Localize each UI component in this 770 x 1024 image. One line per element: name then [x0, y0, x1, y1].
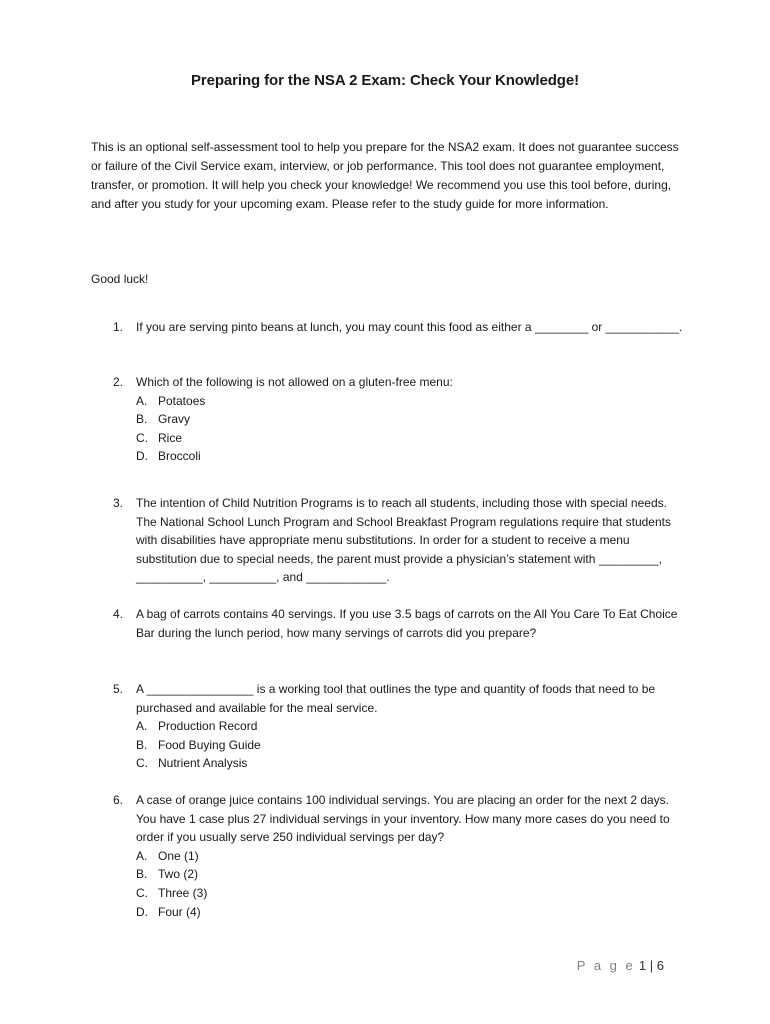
question-2	[113, 373, 683, 466]
question-number: 2.	[113, 375, 124, 389]
question-text: The intention of Child Nutrition Programs is to reach all students, including those with special needs. The National School Lunch Program and School Breakfast Program regulations require that students with disabilities have appropriate menu substitutions. In order for a student to receive a menu substitution due to special needs, the parent must provide a physician’s statement with _________, __________, __________, and ____________.	[136, 496, 671, 585]
question-5	[113, 680, 683, 773]
answer-option	[136, 903, 683, 922]
option-letter: C.	[136, 756, 148, 771]
option-text: Potatoes	[158, 393, 206, 408]
answer-options	[136, 717, 683, 773]
option-text: Broccoli	[158, 449, 201, 464]
answer-option	[136, 884, 683, 903]
answer-option	[136, 392, 683, 411]
option-letter: B.	[136, 412, 148, 427]
option-letter: C.	[136, 885, 148, 900]
option-text: Production Record	[158, 719, 258, 734]
question-4	[113, 605, 683, 642]
answer-option	[136, 865, 683, 884]
option-letter: B.	[136, 867, 148, 882]
option-letter: A.	[136, 393, 148, 408]
question-6	[113, 791, 683, 921]
option-text: Rice	[158, 430, 183, 445]
page-separator: |	[649, 958, 654, 973]
answer-options	[136, 847, 683, 921]
option-letter: A.	[136, 719, 148, 734]
page-footer	[577, 958, 664, 973]
option-text: One (1)	[158, 848, 199, 863]
question-text: A ________________ is a working tool that outlines the type and quantity of foods that need to be purchased and available for the meal service.	[136, 682, 656, 715]
question-text: Which of the following is not allowed on a gluten-free menu:	[136, 375, 453, 389]
intro-paragraph: This is an optional self-assessment tool to help you prepare for the NSA2 exam. It does not guarantee success or failure of the Civil Service exam, interview, or job performance. This tool does not guarantee employment, transfer, or promotion. It will help you check your knowledge! We recommend you use this tool before, during, and after you study for your upcoming exam. Please refer to the study guide for more information.	[91, 140, 679, 211]
option-text: Food Buying Guide	[158, 737, 261, 752]
answer-option	[136, 410, 683, 429]
option-letter: B.	[136, 737, 148, 752]
option-text: Gravy	[158, 412, 191, 427]
answer-option	[136, 429, 683, 448]
question-number: 1.	[113, 320, 124, 334]
option-letter: C.	[136, 430, 148, 445]
good-luck-text: Good luck!	[91, 272, 149, 286]
question-number: 3.	[113, 496, 124, 510]
question-1	[113, 318, 683, 337]
answer-option	[136, 447, 683, 466]
question-text: A bag of carrots contains 40 servings. If you use 3.5 bags of carrots on the All You Care To Eat Choice Bar during the lunch period, how many servings of carrots did you prepare?	[136, 607, 678, 640]
question-number: 5.	[113, 682, 124, 696]
option-letter: D.	[136, 449, 148, 464]
page-label: P a g e	[576, 958, 636, 973]
option-text: Two (2)	[158, 867, 199, 882]
total-pages: 6	[656, 958, 664, 973]
answer-option	[136, 717, 683, 736]
option-letter: D.	[136, 904, 148, 919]
answer-option	[136, 847, 683, 866]
option-text: Four (4)	[158, 904, 201, 919]
page-number: 1	[638, 958, 647, 973]
question-text: A case of orange juice contains 100 individual servings. You are placing an order for the next 2 days. You have 1 case plus 27 individual servings in your inventory. How many more cases do you need to order if you usually serve 250 individual servings per day?	[136, 793, 670, 845]
option-letter: A.	[136, 848, 148, 863]
question-3	[113, 494, 683, 587]
answer-option	[136, 736, 683, 755]
question-text: If you are serving pinto beans at lunch, you may count this food as either a ________ or ___________.	[136, 320, 683, 334]
option-text: Three (3)	[158, 885, 208, 900]
answer-options	[136, 392, 683, 466]
page-title: Preparing for the NSA 2 Exam: Check Your Knowledge!	[190, 72, 580, 89]
answer-option	[136, 754, 683, 773]
option-text: Nutrient Analysis	[158, 756, 248, 771]
question-number: 4.	[113, 607, 124, 621]
question-number: 6.	[113, 793, 124, 807]
